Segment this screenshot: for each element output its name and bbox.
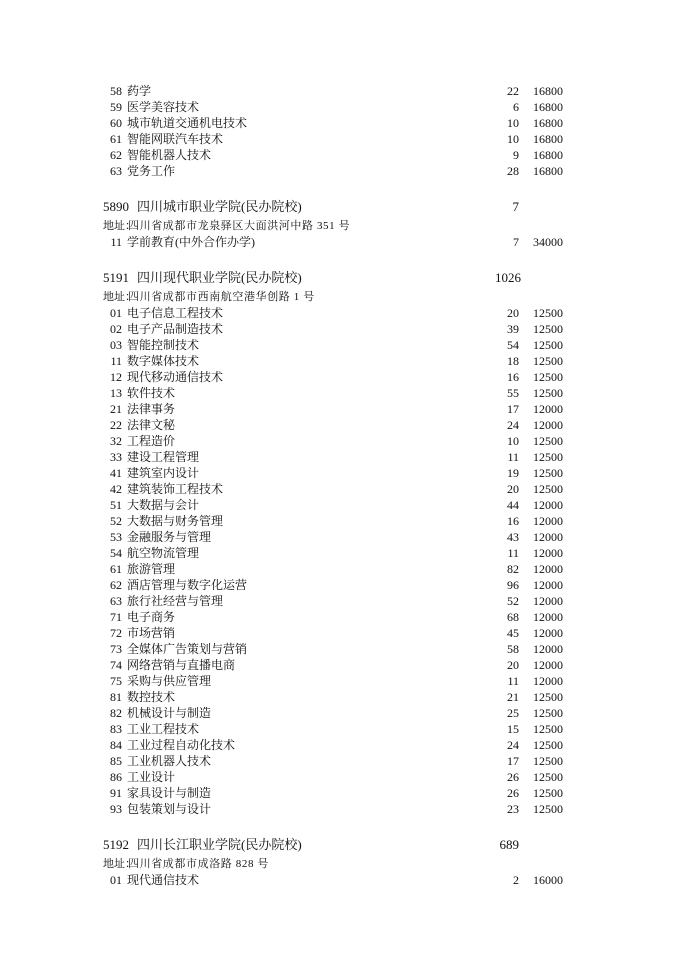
address-text: 四川省成都市成洛路 828 号 xyxy=(128,858,269,870)
program-code: 82 xyxy=(110,706,122,720)
program-count: 55 xyxy=(507,386,519,400)
program-fee: 12500 xyxy=(533,434,563,448)
program-count: 20 xyxy=(507,306,519,320)
school-count: 1026 xyxy=(495,270,521,285)
program-row xyxy=(0,115,680,131)
program-row xyxy=(0,401,680,417)
program-name: 全媒体广告策划与营销 xyxy=(127,642,248,656)
program-name: 建筑室内设计 xyxy=(127,466,200,480)
program-fee: 16800 xyxy=(533,164,563,178)
program-name: 建设工程管理 xyxy=(127,450,200,464)
program-name: 工业过程自动化技术 xyxy=(127,738,236,752)
program-row xyxy=(0,593,680,609)
program-count: 11 xyxy=(507,546,519,560)
program-count: 96 xyxy=(507,578,519,592)
program-name: 电子产品制造技术 xyxy=(127,322,224,336)
program-count: 58 xyxy=(507,642,519,656)
program-name: 建筑装饰工程技术 xyxy=(127,482,224,496)
program-fee: 12500 xyxy=(533,738,563,752)
program-count: 19 xyxy=(507,466,519,480)
program-count: 16 xyxy=(507,514,519,528)
program-fee: 16800 xyxy=(533,100,563,114)
school-header xyxy=(0,834,680,856)
program-fee: 16800 xyxy=(533,116,563,130)
program-row xyxy=(0,234,680,250)
program-name: 数字媒体技术 xyxy=(127,354,200,368)
program-fee: 16800 xyxy=(533,132,563,146)
program-fee: 12500 xyxy=(533,706,563,720)
program-code: 42 xyxy=(110,482,122,496)
program-name: 数控技术 xyxy=(127,690,176,704)
program-row xyxy=(0,785,680,801)
program-row xyxy=(0,385,680,401)
program-name: 智能网联汽车技术 xyxy=(127,132,224,146)
program-row xyxy=(0,369,680,385)
program-code: 32 xyxy=(110,434,122,448)
program-row xyxy=(0,577,680,593)
program-code: 86 xyxy=(110,770,122,784)
program-row xyxy=(0,497,680,513)
program-code: 74 xyxy=(110,658,122,672)
program-row xyxy=(0,689,680,705)
program-name: 大数据与财务管理 xyxy=(127,514,224,528)
program-row xyxy=(0,625,680,641)
program-code: 54 xyxy=(110,546,122,560)
program-name: 药学 xyxy=(127,84,152,98)
program-fee: 12000 xyxy=(533,610,563,624)
program-fee: 16000 xyxy=(533,873,563,887)
program-fee: 12500 xyxy=(533,802,563,816)
program-row xyxy=(0,433,680,449)
program-code: 71 xyxy=(110,610,122,624)
program-count: 44 xyxy=(507,498,519,512)
program-fee: 16800 xyxy=(533,148,563,162)
program-count: 54 xyxy=(507,338,519,352)
program-count: 10 xyxy=(507,132,519,146)
program-name: 工程造价 xyxy=(127,434,176,448)
program-fee: 12000 xyxy=(533,418,563,432)
program-row xyxy=(0,83,680,99)
school-name: 四川长江职业学院(民办院校) xyxy=(137,837,302,852)
program-row xyxy=(0,529,680,545)
program-row xyxy=(0,321,680,337)
program-fee: 12000 xyxy=(533,578,563,592)
program-code: 52 xyxy=(110,514,122,528)
program-name: 城市轨道交通机电技术 xyxy=(127,116,248,130)
program-name: 法律文秘 xyxy=(127,418,176,432)
program-code: 22 xyxy=(110,418,122,432)
program-fee: 12000 xyxy=(533,498,563,512)
program-name: 工业设计 xyxy=(127,770,176,784)
program-row xyxy=(0,417,680,433)
program-code: 91 xyxy=(110,786,122,800)
program-fee: 12500 xyxy=(533,322,563,336)
program-fee: 12000 xyxy=(533,658,563,672)
program-fee: 12000 xyxy=(533,674,563,688)
program-code: 61 xyxy=(110,132,122,146)
program-fee: 12000 xyxy=(533,530,563,544)
program-fee: 12000 xyxy=(533,626,563,640)
program-code: 73 xyxy=(110,642,122,656)
program-row xyxy=(0,753,680,769)
program-code: 75 xyxy=(110,674,122,688)
program-count: 10 xyxy=(507,116,519,130)
program-row xyxy=(0,147,680,163)
school-block xyxy=(0,834,680,888)
school-code: 5192 xyxy=(103,837,129,852)
program-name: 工业工程技术 xyxy=(127,722,200,736)
program-name: 酒店管理与数字化运营 xyxy=(127,578,248,592)
program-name: 旅行社经营与管理 xyxy=(127,594,224,608)
program-count: 24 xyxy=(507,418,519,432)
program-row xyxy=(0,481,680,497)
school-count: 7 xyxy=(512,199,519,214)
program-code: 81 xyxy=(110,690,122,704)
program-count: 82 xyxy=(507,562,519,576)
program-count: 22 xyxy=(507,84,519,98)
program-row xyxy=(0,545,680,561)
program-code: 53 xyxy=(110,530,122,544)
school-block xyxy=(0,196,680,250)
program-name: 旅游管理 xyxy=(127,562,176,576)
school-block xyxy=(0,267,680,817)
program-fee: 12500 xyxy=(533,786,563,800)
program-name: 包装策划与设计 xyxy=(127,802,212,816)
program-list xyxy=(0,305,680,817)
program-row xyxy=(0,657,680,673)
program-fee: 12500 xyxy=(533,354,563,368)
program-code: 60 xyxy=(110,116,122,130)
program-code: 63 xyxy=(110,164,122,178)
school-name: 四川城市职业学院(民办院校) xyxy=(137,199,302,214)
program-fee: 12500 xyxy=(533,770,563,784)
program-name: 网络营销与直播电商 xyxy=(127,658,236,672)
program-name: 家具设计与制造 xyxy=(127,786,212,800)
program-row xyxy=(0,99,680,115)
program-code: 93 xyxy=(110,802,122,816)
program-fee: 12500 xyxy=(533,306,563,320)
program-name: 机械设计与制造 xyxy=(127,706,212,720)
program-row xyxy=(0,673,680,689)
program-row xyxy=(0,801,680,817)
program-count: 11 xyxy=(507,674,519,688)
program-name: 电子信息工程技术 xyxy=(127,306,224,320)
program-name: 智能机器人技术 xyxy=(127,148,212,162)
program-code: 85 xyxy=(110,754,122,768)
address-label: 地址： xyxy=(103,858,136,870)
program-row xyxy=(0,872,680,888)
program-name: 现代通信技术 xyxy=(127,873,200,887)
program-count: 26 xyxy=(507,770,519,784)
program-name: 智能控制技术 xyxy=(127,338,200,352)
program-code: 11 xyxy=(110,354,122,368)
program-fee: 12000 xyxy=(533,562,563,576)
program-fee: 12500 xyxy=(533,690,563,704)
program-count: 11 xyxy=(507,450,519,464)
school-code: 5890 xyxy=(103,199,129,214)
program-list-continued xyxy=(0,83,680,179)
school-address xyxy=(0,218,680,234)
school-header xyxy=(0,267,680,289)
program-count: 24 xyxy=(507,738,519,752)
program-count: 23 xyxy=(507,802,519,816)
program-code: 01 xyxy=(110,306,122,320)
program-count: 25 xyxy=(507,706,519,720)
program-name: 现代移动通信技术 xyxy=(127,370,224,384)
program-count: 9 xyxy=(513,148,519,162)
school-count: 689 xyxy=(499,837,519,852)
program-fee: 12500 xyxy=(533,370,563,384)
program-row xyxy=(0,561,680,577)
program-row xyxy=(0,337,680,353)
program-count: 20 xyxy=(507,658,519,672)
program-name: 软件技术 xyxy=(127,386,176,400)
program-count: 17 xyxy=(507,402,519,416)
program-row xyxy=(0,513,680,529)
program-code: 41 xyxy=(110,466,122,480)
program-row xyxy=(0,163,680,179)
program-code: 02 xyxy=(110,322,122,336)
program-row xyxy=(0,305,680,321)
program-code: 58 xyxy=(110,84,122,98)
program-fee: 12500 xyxy=(533,450,563,464)
program-count: 18 xyxy=(507,354,519,368)
program-count: 20 xyxy=(507,482,519,496)
program-row xyxy=(0,705,680,721)
address-label: 地址： xyxy=(103,220,136,232)
program-code: 62 xyxy=(110,148,122,162)
program-count: 52 xyxy=(507,594,519,608)
program-code: 12 xyxy=(110,370,122,384)
program-name: 航空物流管理 xyxy=(127,546,200,560)
school-address xyxy=(0,289,680,305)
program-name: 法律事务 xyxy=(127,402,176,416)
program-count: 17 xyxy=(507,754,519,768)
program-name: 电子商务 xyxy=(127,610,176,624)
program-code: 62 xyxy=(110,578,122,592)
program-fee: 12500 xyxy=(533,466,563,480)
program-count: 45 xyxy=(507,626,519,640)
program-count: 10 xyxy=(507,434,519,448)
program-code: 72 xyxy=(110,626,122,640)
program-fee: 12000 xyxy=(533,642,563,656)
program-code: 21 xyxy=(110,402,122,416)
program-row xyxy=(0,465,680,481)
program-name: 市场营销 xyxy=(127,626,176,640)
program-name: 大数据与会计 xyxy=(127,498,200,512)
program-fee: 12500 xyxy=(533,338,563,352)
address-text: 四川省成都市龙泉驿区大面洪河中路 351 号 xyxy=(128,220,351,232)
program-count: 28 xyxy=(507,164,519,178)
program-code: 84 xyxy=(110,738,122,752)
program-count: 21 xyxy=(507,690,519,704)
program-fee: 34000 xyxy=(533,235,563,249)
program-fee: 12500 xyxy=(533,386,563,400)
program-name: 金融服务与管理 xyxy=(127,530,212,544)
program-fee: 12500 xyxy=(533,722,563,736)
program-count: 26 xyxy=(507,786,519,800)
school-code: 5191 xyxy=(103,270,129,285)
program-row xyxy=(0,609,680,625)
program-count: 7 xyxy=(513,235,519,249)
program-fee: 12000 xyxy=(533,594,563,608)
address-label: 地址： xyxy=(103,291,136,303)
program-code: 51 xyxy=(110,498,122,512)
program-name: 学前教育(中外合作办学) xyxy=(127,235,255,249)
program-row xyxy=(0,737,680,753)
program-row xyxy=(0,641,680,657)
school-address xyxy=(0,856,680,872)
program-name: 工业机器人技术 xyxy=(127,754,212,768)
program-code: 63 xyxy=(110,594,122,608)
admission-page xyxy=(0,83,680,888)
program-fee: 12500 xyxy=(533,754,563,768)
program-count: 2 xyxy=(513,873,519,887)
program-row xyxy=(0,721,680,737)
program-name: 党务工作 xyxy=(127,164,176,178)
school-header xyxy=(0,196,680,218)
program-code: 33 xyxy=(110,450,122,464)
program-count: 6 xyxy=(513,100,519,114)
program-name: 医学美容技术 xyxy=(127,100,200,114)
program-count: 68 xyxy=(507,610,519,624)
program-fee: 12000 xyxy=(533,546,563,560)
program-row xyxy=(0,353,680,369)
program-fee: 12000 xyxy=(533,402,563,416)
program-row xyxy=(0,131,680,147)
program-count: 43 xyxy=(507,530,519,544)
program-row xyxy=(0,449,680,465)
program-fee: 12000 xyxy=(533,514,563,528)
program-code: 13 xyxy=(110,386,122,400)
program-code: 83 xyxy=(110,722,122,736)
program-code: 01 xyxy=(110,873,122,887)
program-count: 16 xyxy=(507,370,519,384)
program-code: 03 xyxy=(110,338,122,352)
program-code: 11 xyxy=(110,235,122,249)
program-count: 39 xyxy=(507,322,519,336)
school-name: 四川现代职业学院(民办院校) xyxy=(137,270,302,285)
program-row xyxy=(0,769,680,785)
address-text: 四川省成都市西南航空港华创路 1 号 xyxy=(128,291,315,303)
program-count: 15 xyxy=(507,722,519,736)
program-code: 59 xyxy=(110,100,122,114)
program-name: 采购与供应管理 xyxy=(127,674,212,688)
program-fee: 12500 xyxy=(533,482,563,496)
program-fee: 16800 xyxy=(533,84,563,98)
program-code: 61 xyxy=(110,562,122,576)
